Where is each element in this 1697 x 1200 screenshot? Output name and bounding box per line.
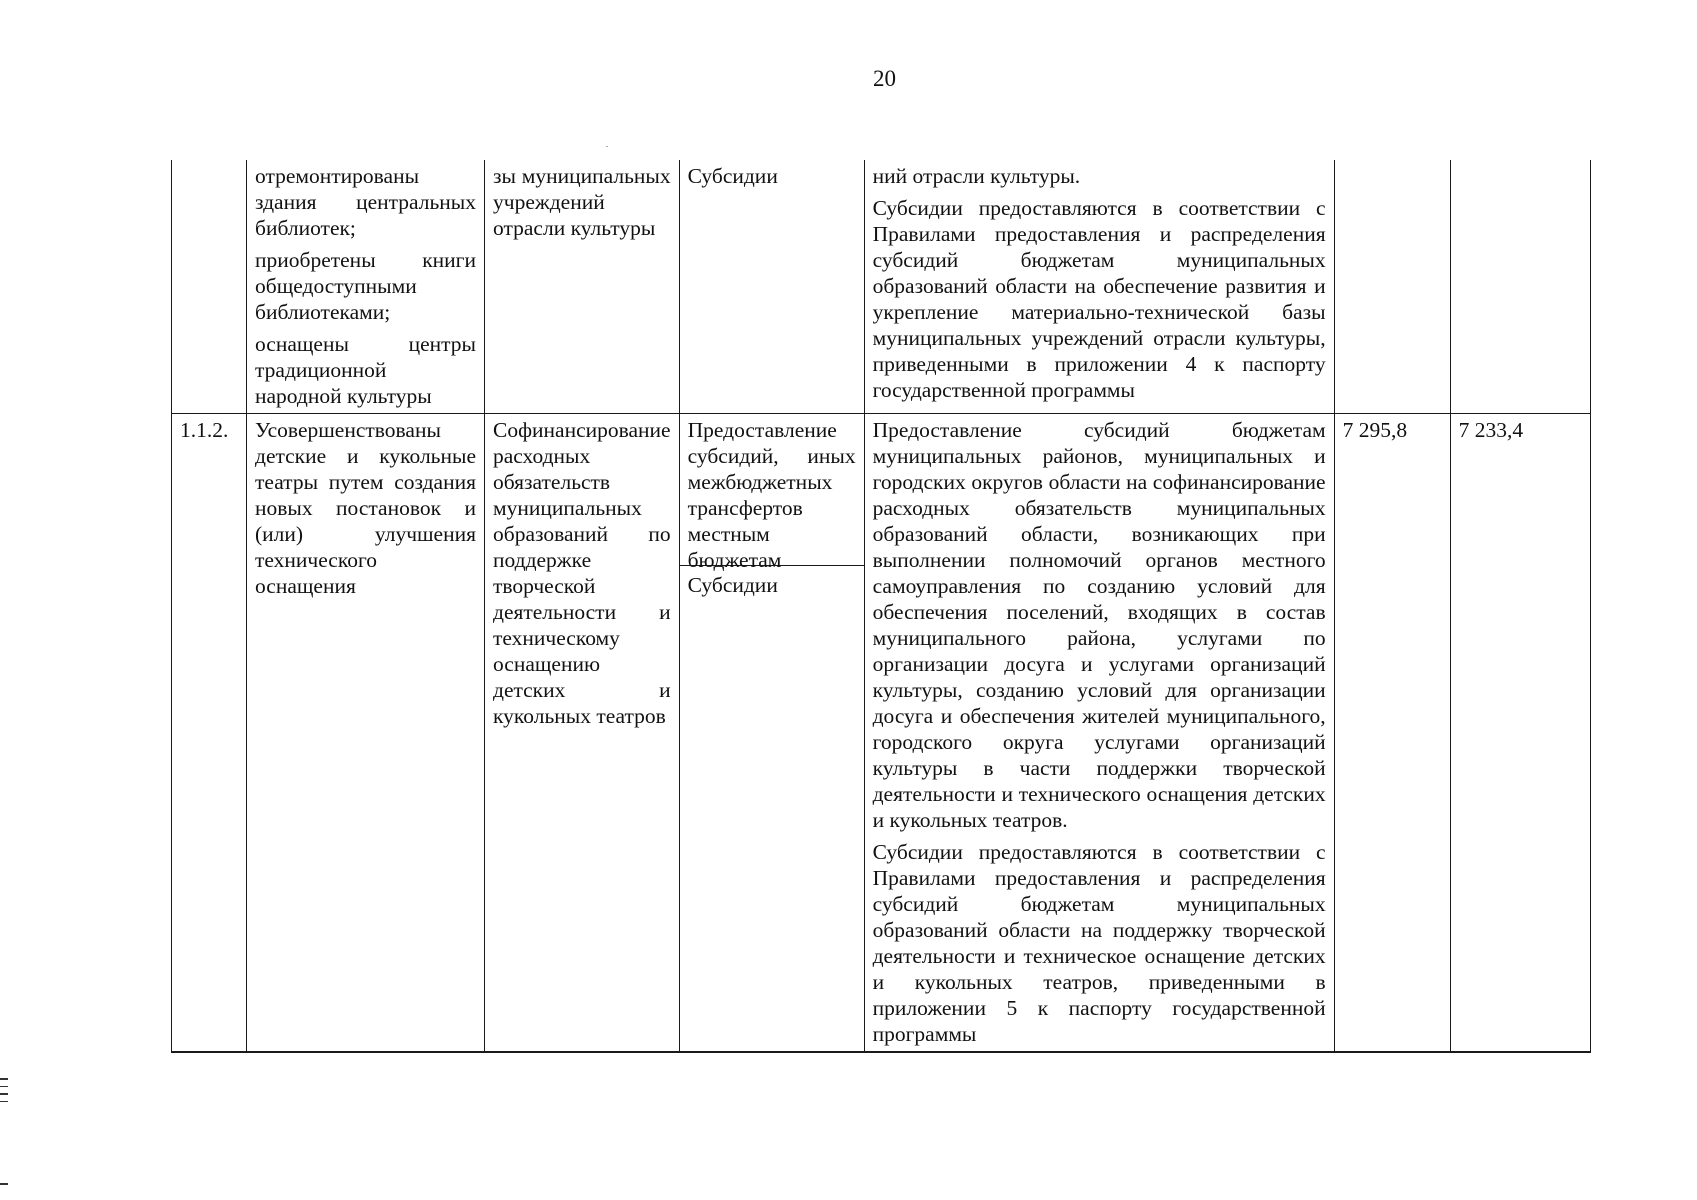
- expense-text: зы муниципальных учреждений отрасли культуры: [493, 164, 671, 240]
- description-paragraph: Субсидии предоставляются в соответствии с Правилами предоставления и распределения субсидий бюджетам муниципальных образований области на поддержку творческой деятельности и техническое оснащение детских и кукольных театров, приведенными в приложении 5 к паспорту государственной программы: [872, 840, 1326, 1046]
- value-2: 7 233,4: [1458, 418, 1524, 442]
- form-cell: [679, 414, 864, 1053]
- expense-cell: [485, 160, 680, 414]
- result-paragraph: отремонтированы здания центральных библиотек;: [255, 164, 476, 240]
- result-paragraph: оснащены центры традиционной народной культуры: [255, 332, 476, 408]
- result-paragraph: приобретены книги общедоступными библиотеками;: [255, 248, 476, 324]
- row-number: 1.1.2.: [180, 418, 229, 442]
- page-number: 20: [873, 66, 896, 91]
- expense-cell: [485, 414, 680, 1053]
- form-text: Субсидии: [687, 164, 778, 188]
- row-number-cell: [172, 160, 247, 414]
- table-row: [172, 160, 1591, 414]
- description-paragraph: ний отрасли культуры.: [872, 164, 1081, 188]
- binding-marks: [0, 1078, 8, 1108]
- value-cell-2: [1450, 414, 1590, 1053]
- description-cell: [864, 414, 1334, 1053]
- description-cell: [864, 160, 1334, 414]
- form-cell: [679, 160, 864, 414]
- result-cell: [247, 160, 485, 414]
- description-paragraph: Предоставление субсидий бюджетам муниципальных районов, муниципальных и городских округов области на софинансирование расходных обязательств муниципальных образований области, возникающих при выполнении полномочий органов местного самоуправления по созданию условий для обеспечения поселений, входящих в состав муниципального района, услугами по организации досуга и услугами организаций культуры, созданию условий для организации досуга и обеспечения жителей муниципального, городского округа услугами организаций культуры в части поддержки творческой деятельности и технического оснащения детских и кукольных театров.: [872, 418, 1326, 832]
- value-cell-2: [1450, 160, 1590, 414]
- binding-dash: [0, 1183, 8, 1185]
- result-paragraph: Усовершенствованы детские и кукольные театры путем создания новых постановок и (или) улучшения технического оснащения: [255, 418, 476, 598]
- expense-text: Софинансирование расходных обязательств муниципальных образований по поддержке творческой деятельности и техническому оснащению детских и кукольных театров: [493, 418, 671, 728]
- value-cell-1: [1334, 160, 1450, 414]
- form-text: Предоставление субсидий, иных межбюджетных трансфертов местным бюджетам: [680, 414, 864, 566]
- result-cell: [247, 414, 485, 1053]
- value-cell-1: [1334, 414, 1450, 1053]
- value-1: 7 295,8: [1342, 418, 1408, 442]
- row-number-cell: [172, 414, 247, 1053]
- description-paragraph: Субсидии предоставляются в соответствии с Правилами предоставления и распределения субсидий бюджетам муниципальных образований области на обеспечение развития и укрепление материально-технической базы муниципальных учреждений отрасли культуры, приведенными в приложении 4 к паспорту государственной программы: [872, 196, 1326, 402]
- scan-speck: [606, 146, 608, 147]
- measures-table: [171, 160, 1591, 1053]
- form-subtype-text: Субсидии: [687, 573, 778, 597]
- table-row: [172, 414, 1591, 1053]
